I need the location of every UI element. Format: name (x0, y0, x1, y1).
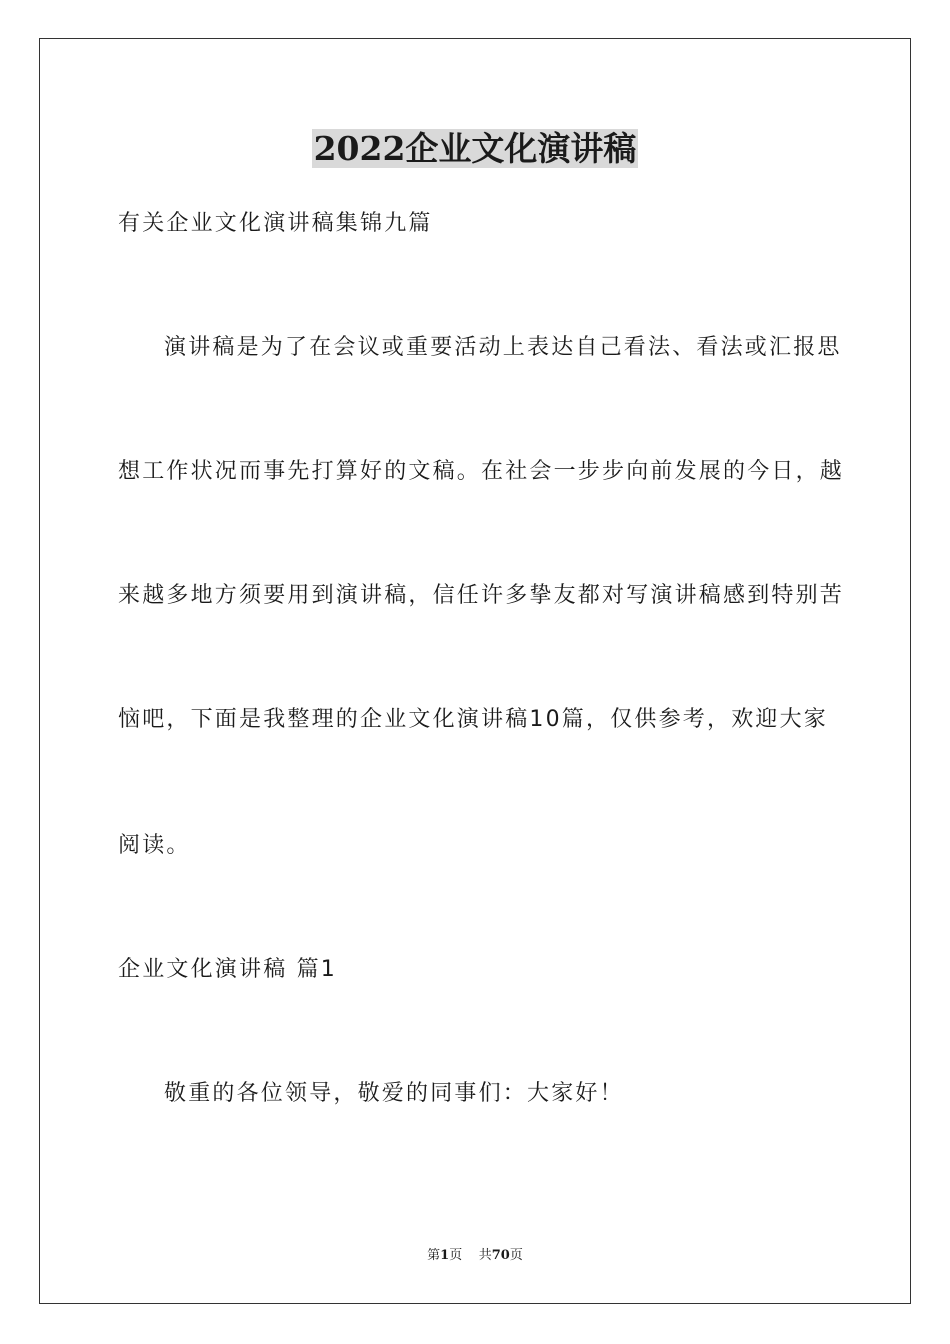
section-heading: 企业文化演讲稿 篇1 (118, 957, 337, 982)
page-footer (0, 1246, 950, 1266)
intro-line-1: 演讲稿是为了在会议或重要活动上表达自己看法、看法或汇报思 (164, 335, 842, 360)
footer-total-suffix: 页 (509, 1248, 523, 1263)
footer-page-prefix: 第 (427, 1248, 441, 1263)
intro-line-3: 来越多地方须要用到演讲稿，信任许多挚友都对写演讲稿感到特别苦 (118, 583, 845, 608)
footer-page-total: 70 (491, 1248, 510, 1263)
footer-total-prefix: 共 (478, 1248, 492, 1263)
footer-page-suffix: 页 (449, 1248, 463, 1263)
document-subtitle: 有关企业文化演讲稿集锦九篇 (118, 211, 433, 236)
footer-page-current: 1 (440, 1248, 450, 1263)
document-title (0, 126, 950, 172)
greeting-line: 敬重的各位领导，敬爱的同事们：大家好！ (164, 1081, 624, 1106)
document-title-text: 2022企业文化演讲稿 (313, 129, 637, 168)
intro-line-2: 想工作状况而事先打算好的文稿。在社会一步步向前发展的今日，越 (118, 459, 845, 484)
intro-line-4: 恼吧，下面是我整理的企业文化演讲稿10篇，仅供参考，欢迎大家 (118, 707, 828, 732)
intro-line-5: 阅读。 (118, 833, 191, 858)
